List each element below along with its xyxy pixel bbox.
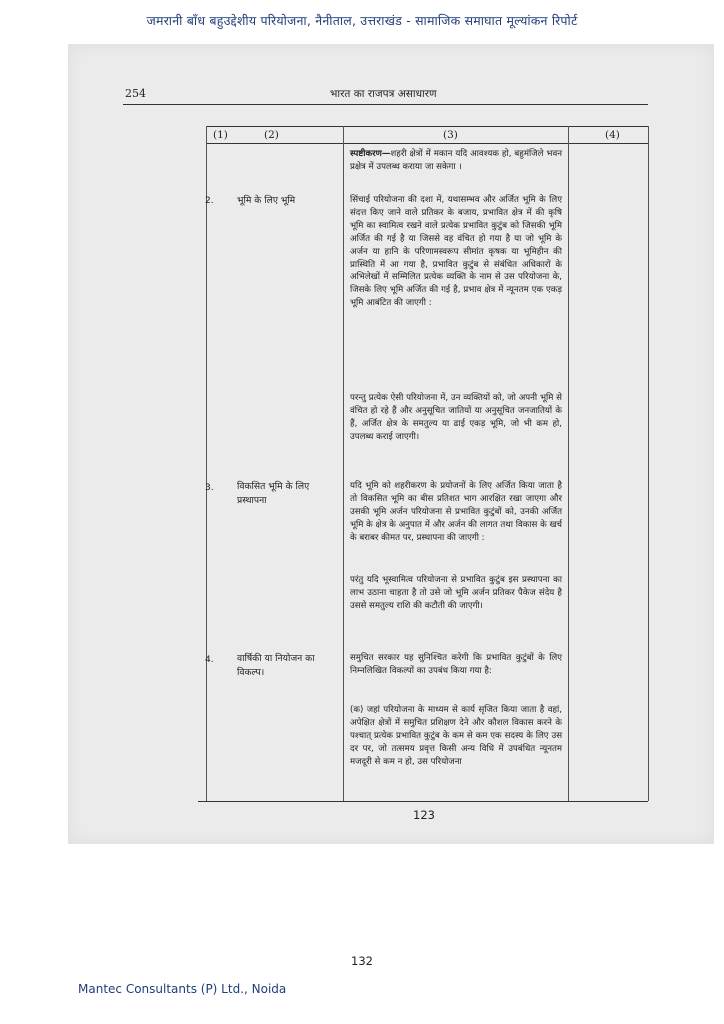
row-number: 4. [205,655,214,665]
row-number: 3. [205,483,214,493]
land-for-land-proviso: परन्तु प्रत्येक ऐसी परियोजना में, उन व्यक्तियों को, जो अपनी भूमि से वंचित हो रहे हैं और अनुसूचित जातियों या अनुसूचित जनजातियों के हैं, अर्जित क्षेत्र के समतुल्य या ढाई एकड़ भूमि, जो भी कम हो, उपलब्ध कराई जाएगी। [350,393,562,442]
column-header-3: (3) [443,129,458,141]
annuity-paragraph: समुचित सरकार यह सुनिश्चित करेगी कि प्रभावित कुटुंबों के लिए निम्नलिखित विकल्पों का उपबंध किया गया है: [350,653,562,676]
table-column-line [206,126,207,801]
row-item-annuity-or-employment: वार्षिकी या नियोजन का विकल्प। [237,653,315,678]
explanation-text: शहरी क्षेत्रों में मकान यदि आवश्यक हो, बहुमंजिले भवन प्रक्षेत्र में उपलब्ध कराया जा सकेगा । [350,149,562,172]
land-for-land-paragraph: सिंचाई परियोजना की दशा में, यथासम्भव और अर्जित भूमि के लिए संदत्त किए जाने वाले प्रतिकर के बजाय, प्रभावित क्षेत्र में की कृषि भूमि का स्वामित्व रखने वाले प्रत्येक प्रभावित कुटुंब को जिसकी भूमि अर्जित की गई है या जिससे वह वंचित हो गया है या जो भूमि के अर्जन या हानि के परिणामस्वरूप सीमांत कृषक या भूमिहीन की प्रास्थिति में आ गया है, प्रभावित कुटुंब से संबंधित अधिकारों के अभिलेखों में सम्मिलित प्रत्येक व्यक्ति के नाम से उस परियोजना के, जिसके लिए भूमि अर्जित की गई है, प्रभाव क्षेत्र में न्यूनतम एक एकड़ भूमि आबंटित की जाएगी : [350,195,562,309]
column-header-1: (1) [213,129,228,141]
table-column-line [648,126,649,801]
report-header: जमरानी बाँध बहुउद्देशीय परियोजना, नैनीताल, उत्तराखंड - सामाजिक समाघात मूल्यांकन रिपोर्ट [146,13,578,28]
table-header-rule [206,143,648,144]
row-number: 2. [205,196,214,206]
scanned-gazette-page [68,44,714,844]
table-column-line [568,126,569,801]
developed-land-paragraph: यदि भूमि को शहरीकरण के प्रयोजनों के लिए अर्जित किया जाता है तो विकसित भूमि का बीस प्रतिशत भाग आरक्षित रखा जाएगा और उसकी भूमि अर्जन परियोजना से प्रभावित कुटुंबों को, उनकी अर्जित भूमि के क्षेत्र के अनुपात में और अर्जन की लागत तथा विकास के खर्च के बराबर कीमत पर, प्रस्थापना की जाएगी : [350,481,562,543]
gazette-page-number: 254 [125,87,146,100]
gazette-title: भारत का राजपत्र असाधारण [330,88,437,100]
table-column-line [343,126,344,801]
scan-page-number: 123 [413,808,435,822]
developed-land-proviso: परंतु यदि भूस्वामित्व परियोजना से प्रभावित कुटुंब इस प्रस्थापना का लाभ उठाना चाहता है तो उसे जो भूमि अर्जन प्रतिकर पैकेज संदेय है उससे समतुल्य राशि की कटौती की जाएगी। [350,575,562,611]
row-item-developed-land: विकसित भूमि के लिए प्रस्थापना [237,481,310,506]
column-header-4: (4) [605,129,620,141]
table-bottom-rule [198,801,648,802]
table-top-rule [206,126,648,127]
row-item-land-for-land: भूमि के लिए भूमि [237,195,296,206]
footer-page-number: 132 [351,954,373,968]
explanation-label: स्पष्टीकरण— [350,149,391,159]
annuity-option-a: (क) जहां परियोजना के माध्यम से कार्य सृजित किया जाता है वहां, अपेक्षित क्षेत्रों में समुचित प्रशिक्षण देने और कौशल विकास करने के पश्चात् प्रत्येक प्रभावित कुटुंब के कम से कम एक सदस्य के लिए उस दर पर, जो तत्समय प्रवृत्त किसी अन्य विधि में उपबंधित न्यूनतम मजदूरी से कम न हो, उस परियोजना [350,705,562,767]
gazette-header-rule [123,104,648,105]
explanation-paragraph [350,148,562,174]
column-header-2: (2) [264,129,279,141]
footer-company-name: Mantec Consultants (P) Ltd., Noida [78,982,287,996]
